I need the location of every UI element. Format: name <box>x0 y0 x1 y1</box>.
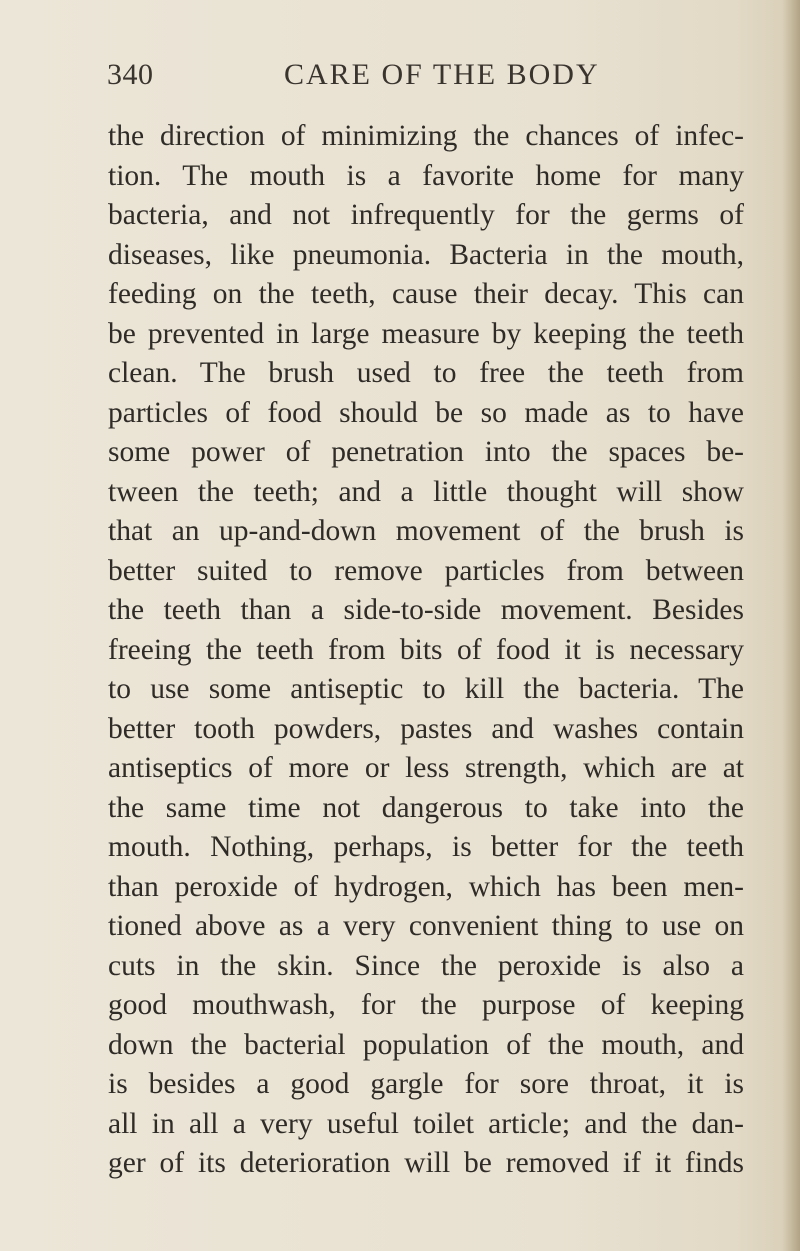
text-line: freeing the teeth from bits of food it is necessary <box>108 633 744 666</box>
text-line: that an up-and-down movement of the brush is <box>108 515 744 547</box>
text-line: antiseptics of more or less strength, which are at <box>108 752 744 784</box>
text-line: be prevented in large measure by keeping the teeth <box>108 317 744 350</box>
page-number: 340 <box>107 58 154 91</box>
text-line: clean. The brush used to free the teeth from <box>108 357 744 389</box>
text-line: bacteria, and not infrequently for the germs of <box>108 199 744 231</box>
text-line: good mouthwash, for the purpose of keeping <box>108 989 744 1021</box>
text-line: particles of food should be so made as to have <box>108 396 744 429</box>
text-line: some power of penetration into the spaces be- <box>108 436 744 468</box>
text-line: the same time not dangerous to take into the <box>108 791 744 824</box>
text-line: better suited to remove particles from between <box>108 554 744 587</box>
text-line: ger of its deterioration will be removed if it finds <box>108 1147 744 1179</box>
text-line: mouth. Nothing, perhaps, is better for the teeth <box>108 831 744 863</box>
text-line: the teeth than a side-to-side movement. Besides <box>108 594 744 626</box>
text-line: is besides a good gargle for sore throat, it is <box>108 1068 744 1100</box>
text-line: down the bacterial population of the mouth, and <box>108 1028 744 1061</box>
running-head: CARE OF THE BODY <box>284 58 600 91</box>
text-line: all in all a very useful toilet article; and the dan- <box>108 1107 744 1140</box>
text-line: better tooth powders, pastes and washes contain <box>108 712 744 745</box>
text-line: tween the teeth; and a little thought will show <box>108 475 744 508</box>
text-line: the direction of minimizing the chances of infec- <box>108 120 744 152</box>
text-line: cuts in the skin. Since the peroxide is also a <box>108 949 744 982</box>
body-text <box>108 117 744 1184</box>
page-header <box>0 58 800 98</box>
text-line: tioned above as a very convenient thing to use on <box>108 910 744 942</box>
text-line: tion. The mouth is a favorite home for many <box>108 159 744 192</box>
text-line: to use some antiseptic to kill the bacteria. The <box>108 673 744 705</box>
text-line: diseases, like pneumonia. Bacteria in the mouth, <box>108 238 744 271</box>
text-line: feeding on the teeth, cause their decay. This can <box>108 278 744 310</box>
page-edge-shadow <box>782 0 800 1251</box>
text-line: than peroxide of hydrogen, which has been men- <box>108 870 744 903</box>
